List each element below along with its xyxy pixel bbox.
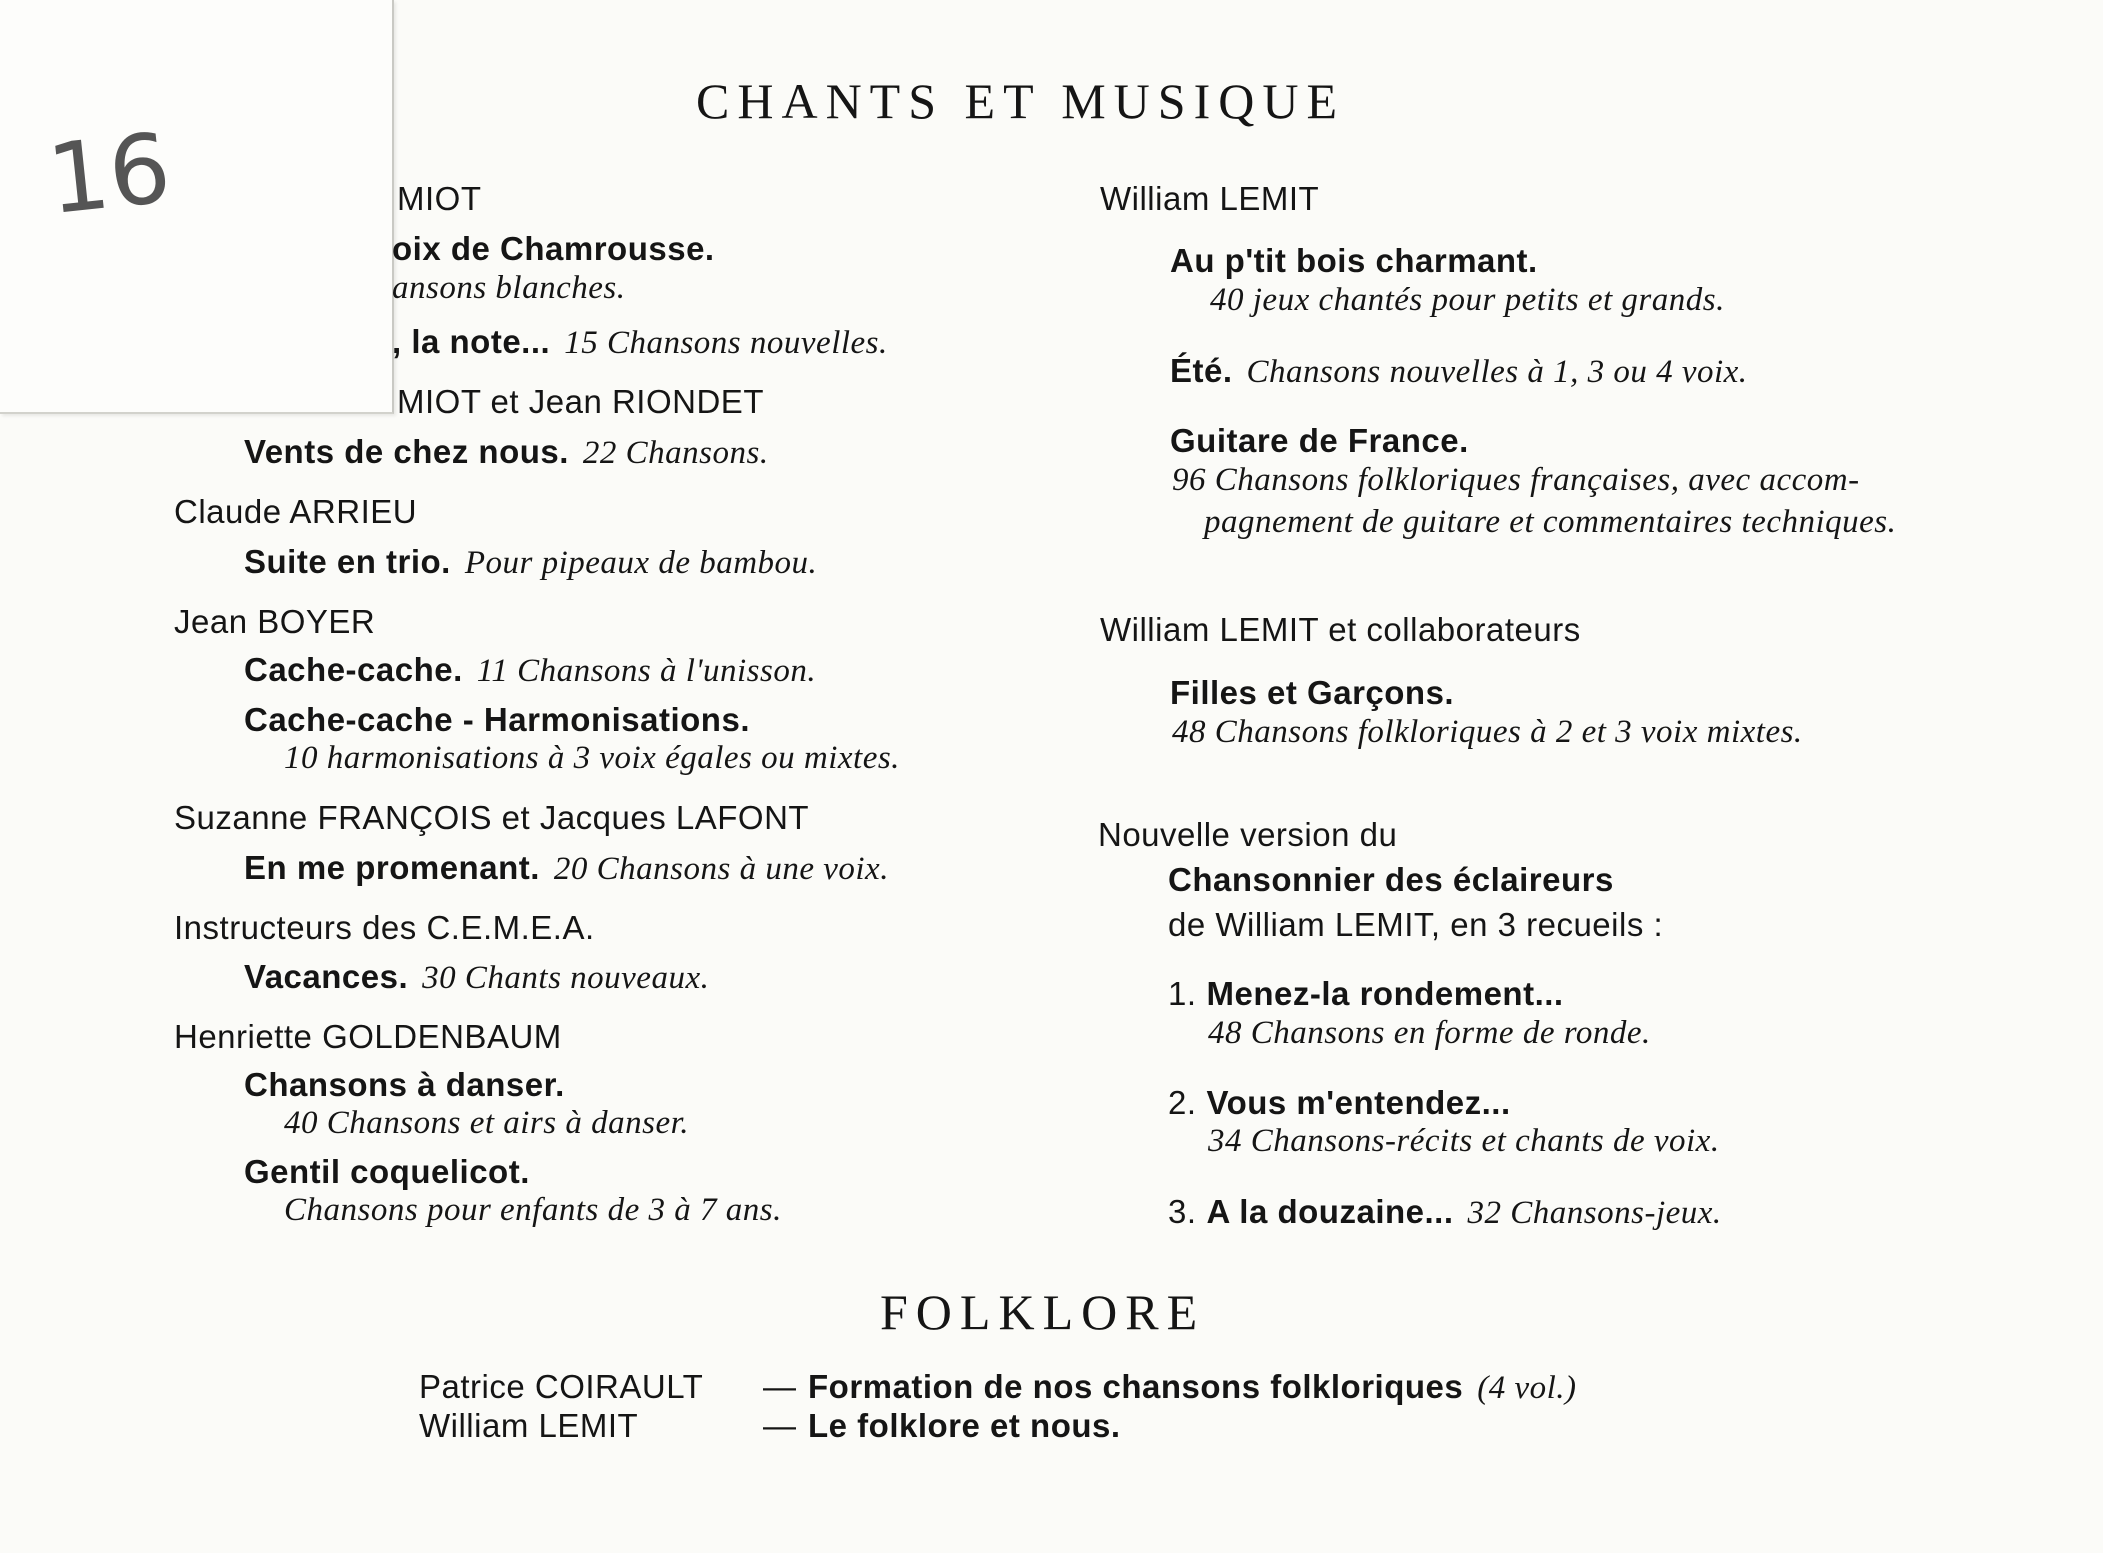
entry-description: 40 Chansons et airs à danser. <box>284 1105 690 1141</box>
entry-author: MIOT <box>397 180 482 217</box>
entry-description: 34 Chansons-récits et chants de voix. <box>1208 1123 1720 1159</box>
entry-subtitle: de William LEMIT, en 3 recueils : <box>1168 906 1664 943</box>
section-intro: Nouvelle version du <box>1098 816 1398 853</box>
numbered-item: 2. Vous m'entendez... <box>1168 1084 1511 1121</box>
entry-description: 96 Chansons folkloriques françaises, avec accom- <box>1172 462 1860 498</box>
section-title: FOLKLORE <box>880 1284 1206 1340</box>
entry-description: 40 jeux chantés pour petits et grands. <box>1210 282 1725 318</box>
folklore-author: Patrice COIRAULT <box>419 1368 704 1405</box>
entry-title: En me promenant. 20 Chansons à une voix. <box>244 849 889 887</box>
folklore-title: Le folklore et nous. <box>808 1407 1121 1444</box>
entry-title: Gentil coquelicot. <box>244 1153 530 1190</box>
entry-title: Cache-cache. 11 Chansons à l'unisson. <box>244 651 817 689</box>
entry-author: William LEMIT <box>1100 180 1320 217</box>
entry-description: 10 harmonisations à 3 voix égales ou mixtes. <box>284 740 900 776</box>
entry-author: Henriette GOLDENBAUM <box>174 1018 562 1055</box>
entry-title: Chansons à danser. <box>244 1066 565 1103</box>
entry-title: Été. Chansons nouvelles à 1, 3 ou 4 voix. <box>1170 352 1748 390</box>
entry-title: Cache-cache - Harmonisations. <box>244 701 750 738</box>
entry-author: Jean BOYER <box>174 603 376 640</box>
entry-title: Au p'tit bois charmant. <box>1170 242 1538 279</box>
page-title: CHANTS ET MUSIQUE <box>696 73 1345 129</box>
page-number-handwritten: 16 <box>42 111 176 237</box>
entry-title: , la note... 15 Chansons nouvelles. <box>392 323 888 361</box>
entry-description: Chansons pour enfants de 3 à 7 ans. <box>284 1192 782 1228</box>
entry-author: Instructeurs des C.E.M.E.A. <box>174 909 595 946</box>
dash: — <box>763 1407 797 1444</box>
entry-description: 48 Chansons folkloriques à 2 et 3 voix mixtes. <box>1172 714 1803 750</box>
numbered-item: 3. A la douzaine... 32 Chansons-jeux. <box>1168 1193 1722 1231</box>
dash: — <box>763 1368 797 1405</box>
entry-description: ansons blanches. <box>392 270 626 306</box>
entry-title: Guitare de France. <box>1170 422 1469 459</box>
entry-author: William LEMIT et collaborateurs <box>1100 611 1581 648</box>
folklore-author: William LEMIT <box>419 1407 639 1444</box>
entry-author: MIOT et Jean RIONDET <box>397 383 764 420</box>
entry-title: Chansonnier des éclaireurs <box>1168 861 1614 898</box>
entry-title: Suite en trio. Pour pipeaux de bambou. <box>244 543 818 581</box>
entry-title: Vacances. 30 Chants nouveaux. <box>244 958 710 996</box>
entry-description: pagnement de guitare et commentaires techniques. <box>1204 504 1897 540</box>
entry-description: 48 Chansons en forme de ronde. <box>1208 1015 1651 1051</box>
entry-author: Suzanne FRANÇOIS et Jacques LAFONT <box>174 799 810 836</box>
entry-title: Vents de chez nous. 22 Chansons. <box>244 433 769 471</box>
entry-title: oix de Chamrousse. <box>392 230 715 267</box>
numbered-item: 1. Menez-la rondement... <box>1168 975 1564 1012</box>
entry-author: Claude ARRIEU <box>174 493 418 530</box>
folklore-title: Formation de nos chansons folkloriques (4 vol.) <box>808 1368 1577 1406</box>
entry-title: Filles et Garçons. <box>1170 674 1455 711</box>
